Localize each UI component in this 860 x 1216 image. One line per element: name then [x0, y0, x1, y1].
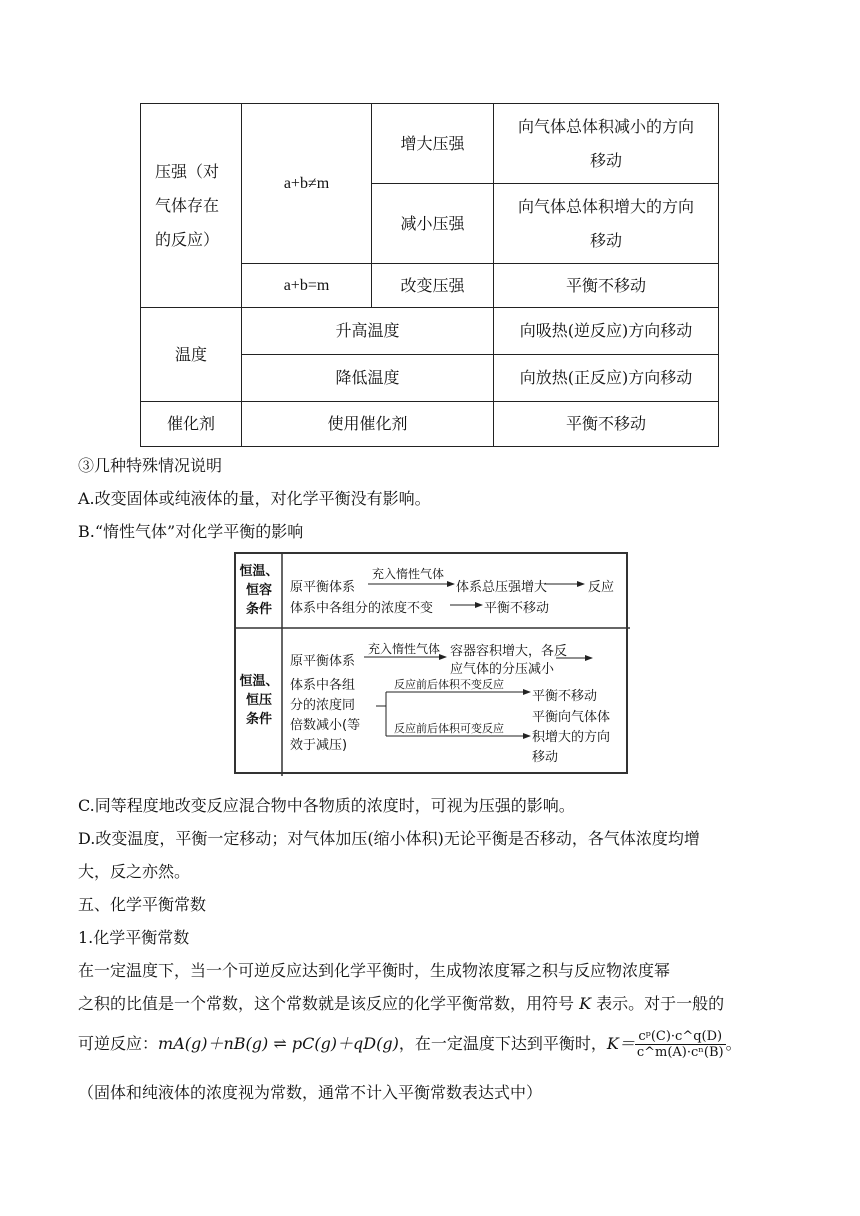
raise-result: 向吸热(逆反应)方向移动	[494, 308, 719, 355]
r2-left-line4: 效于减压)	[290, 738, 348, 753]
decrease-result	[494, 184, 719, 264]
r2-left-line3: 倍数减小(等	[290, 718, 361, 733]
cond1-line2: 恒容	[245, 583, 272, 598]
section-5-heading: 五、化学平衡常数	[78, 895, 207, 914]
reaction-equation: mA(g)＋nB(g) ⇌ pC(g)＋qD(g)	[158, 1034, 399, 1053]
paragraph-line3-end: 。	[725, 1034, 742, 1053]
r2-result2-line1: 平衡向气体体	[532, 710, 611, 725]
change-pressure: 改变压强	[372, 264, 494, 308]
pressure-label-cell	[141, 104, 242, 308]
r2-branch1: 反应前后体积不变反应	[394, 678, 504, 691]
r2-result2-line3: 移动	[532, 750, 559, 765]
r1-mid: 体系总压强增大	[456, 580, 548, 595]
condition-eq: a+b=m	[242, 264, 372, 308]
catalyst-label: 催化剂	[141, 402, 242, 447]
inert-gas-diagram	[234, 552, 628, 774]
r2-result2	[532, 708, 610, 768]
r2-result2-line2: 积增大的方向	[532, 730, 611, 745]
r2-start: 原平衡体系	[290, 654, 356, 669]
r1-line2a: 体系中各组分的浓度不变	[290, 601, 434, 616]
r2-arrow-label: 充入惰性气体	[368, 642, 441, 656]
paragraph-line3-b: ，在一定温度下达到平衡时，	[398, 1034, 607, 1053]
paragraph-line2-b: 表示。对于一般的	[591, 994, 725, 1013]
change-result: 平衡不移动	[494, 264, 719, 308]
special-cases-heading: ③几种特殊情况说明	[78, 456, 223, 475]
decrease-result-line2: 移动	[589, 230, 622, 250]
increase-result-line1: 向气体总体积减小的方向	[517, 116, 694, 136]
cond1-line3: 条件	[245, 602, 272, 617]
cond2-line1: 恒温、	[239, 674, 279, 689]
paragraph-line3-a: 可逆反应：	[78, 1034, 159, 1053]
r1-start: 原平衡体系	[290, 580, 356, 595]
r2-mid1: 容器容积增大，各反	[450, 644, 568, 659]
increase-result-line2: 移动	[589, 150, 622, 170]
pressure-label-line3: 的反应）	[155, 229, 220, 249]
decrease-pressure: 减小压强	[372, 184, 494, 264]
use-catalyst: 使用催化剂	[242, 402, 494, 447]
k-expression-fraction	[635, 1029, 726, 1060]
k-symbol-inline: K	[579, 994, 592, 1013]
condition-neq: a+b≠m	[242, 104, 372, 264]
temperature-label: 温度	[141, 308, 242, 402]
paragraph-line1: 在一定温度下，当一个可逆反应达到化学平衡时，生成物浓度幂之积与反应物浓度幂	[78, 961, 671, 980]
cond1-line1: 恒温、	[239, 564, 279, 579]
catalyst-result: 平衡不移动	[494, 402, 719, 447]
subsection-1-heading: 1.化学平衡常数	[78, 928, 190, 947]
lower-temperature: 降低温度	[242, 355, 494, 402]
case-d-line1: D.改变温度，平衡一定移动；对气体加压(缩小体积)无论平衡是否移动，各气体浓度均增	[78, 829, 700, 848]
paragraph-note: （固体和纯液体的浓度视为常数，通常不计入平衡常数表达式中）	[78, 1083, 543, 1102]
paragraph-line2-a: 之积的比值是一个常数，这个常数就是该反应的化学平衡常数，用符号	[78, 994, 580, 1013]
r2-mid2: 应气体的分压减小	[450, 662, 555, 677]
equilibrium-shift-table	[140, 103, 719, 447]
cond2-line2: 恒压	[245, 693, 272, 708]
increase-pressure: 增大压强	[372, 104, 494, 184]
raise-temperature: 升高温度	[242, 308, 494, 355]
k-numerator: cᵖ(C)·c^q(D)	[635, 1029, 726, 1045]
cond-constant-volume	[238, 562, 280, 619]
cond-constant-pressure	[238, 672, 280, 729]
paragraph-line3	[78, 1024, 742, 1064]
decrease-result-line1: 向气体总体积增大的方向	[517, 196, 694, 216]
r2-branch2: 反应前后体积可变反应	[394, 722, 504, 735]
r2-left-line1: 体系中各组	[290, 678, 356, 693]
case-a: A.改变固体或纯液体的量，对化学平衡没有影响。	[78, 489, 431, 508]
case-d-line2: 大，反之亦然。	[78, 862, 191, 881]
pressure-label-line1: 压强（对	[155, 161, 220, 181]
lower-result: 向放热(正反应)方向移动	[494, 355, 719, 402]
r2-result1: 平衡不移动	[532, 689, 598, 704]
case-b: B.“惰性气体”对化学平衡的影响	[78, 522, 304, 541]
r1-line2b: 平衡不移动	[484, 601, 550, 616]
r2-left-line2: 分的浓度同	[290, 698, 356, 713]
r2-left	[290, 676, 360, 756]
case-c: C.同等程度地改变反应混合物中各物质的浓度时，可视为压强的影响。	[78, 796, 575, 815]
k-equals: K＝	[606, 1034, 635, 1053]
r1-arrow-label: 充入惰性气体	[372, 567, 445, 581]
cond2-line3: 条件	[245, 712, 272, 727]
pressure-label-line2: 气体存在	[155, 195, 220, 215]
increase-result	[494, 104, 719, 184]
paragraph-line2	[78, 991, 724, 1014]
k-denominator: c^m(A)·cⁿ(B)	[636, 1045, 724, 1060]
r1-end: 反应	[588, 580, 615, 595]
